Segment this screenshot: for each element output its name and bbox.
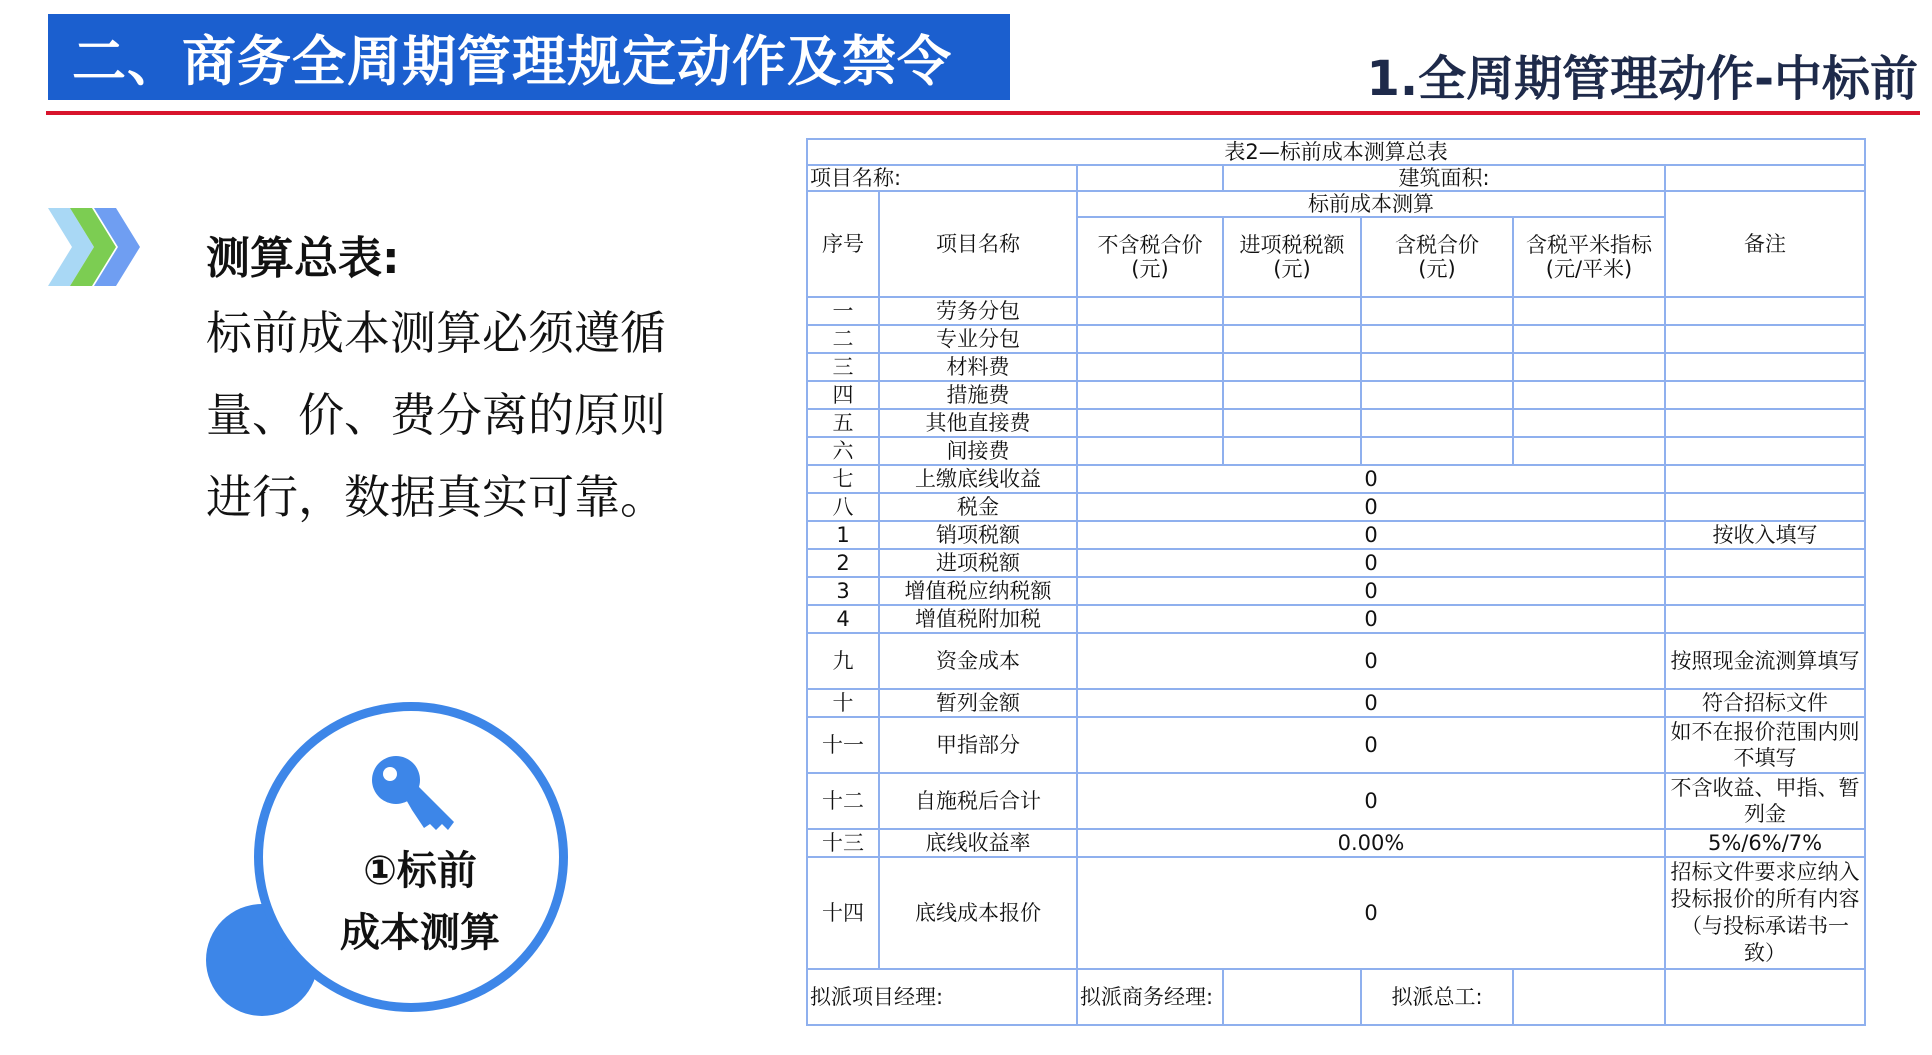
table-row: [807, 437, 1865, 465]
row-remark: 符合招标文件: [1665, 689, 1865, 717]
table-row: [807, 577, 1865, 605]
page-title: 二、商务全周期管理规定动作及禁令: [72, 29, 952, 93]
summary-heading: 测算总表:: [206, 233, 400, 284]
header-seq: 序号: [807, 191, 879, 297]
table-row: [807, 353, 1865, 381]
row-value: 0.00%: [1077, 829, 1665, 857]
row-seq: 1: [807, 521, 879, 549]
header-per-sqm: 含税平米指标 (元/平米): [1513, 217, 1665, 297]
row-name: 增值税应纳税额: [879, 577, 1077, 605]
row-seq: 六: [807, 437, 879, 465]
row-seq: 十一: [807, 717, 879, 773]
header-name: 项目名称: [879, 191, 1077, 297]
row-remark: [1665, 605, 1865, 633]
summary-line: 进行，数据真实可靠。: [206, 470, 666, 524]
badge-line: ①标前: [363, 848, 477, 894]
row-name: 劳务分包: [879, 297, 1077, 325]
row-value: 0: [1077, 577, 1665, 605]
row-remark: 按收入填写: [1665, 521, 1865, 549]
table-row: [807, 297, 1865, 325]
section-subtitle: 1.全周期管理动作-中标前: [1366, 51, 1918, 107]
key-icon: [368, 752, 458, 842]
table-row: [807, 549, 1865, 577]
table-row: [807, 857, 1865, 969]
row-seq: 九: [807, 633, 879, 689]
table-title: 表2—标前成本测算总表: [807, 139, 1865, 165]
table-row: [807, 633, 1865, 689]
row-value: 0: [1077, 689, 1665, 717]
header-input-tax: 进项税税额 (元): [1223, 217, 1361, 297]
table-row: [807, 409, 1865, 437]
table-row: [807, 605, 1865, 633]
title-banner: [48, 14, 1010, 100]
table-row: [807, 381, 1865, 409]
area-label: 建筑面积:: [1223, 165, 1665, 191]
row-seq: 十二: [807, 773, 879, 829]
table-cell: [1077, 165, 1223, 191]
row-seq: 八: [807, 493, 879, 521]
row-name: 增值税附加税: [879, 605, 1077, 633]
table-row: [807, 689, 1865, 717]
header-pretax-total: 不含税合价 (元): [1077, 217, 1223, 297]
row-seq: 十三: [807, 829, 879, 857]
row-seq: 一: [807, 297, 879, 325]
bm-label: 拟派商务经理:: [1077, 969, 1223, 1025]
table-row: [807, 717, 1865, 773]
row-seq: 四: [807, 381, 879, 409]
header-taxed-total: 含税合价 (元): [1361, 217, 1513, 297]
row-name: 自施税后合计: [879, 773, 1077, 829]
row-seq: 二: [807, 325, 879, 353]
table-row: [807, 521, 1865, 549]
row-seq: 十四: [807, 857, 879, 969]
double-chevron-icon: [48, 208, 143, 286]
row-name: 暂列金额: [879, 689, 1077, 717]
header-divider: [46, 111, 1920, 115]
row-remark: [1665, 493, 1865, 521]
ce-label: 拟派总工:: [1361, 969, 1513, 1025]
row-value: 0: [1077, 493, 1665, 521]
row-seq: 七: [807, 465, 879, 493]
row-seq: 五: [807, 409, 879, 437]
row-name: 措施费: [879, 381, 1077, 409]
row-name: 间接费: [879, 437, 1077, 465]
table-row: [807, 773, 1865, 829]
row-name: 进项税额: [879, 549, 1077, 577]
cost-estimate-table: [806, 138, 1866, 1026]
badge-line: 成本测算: [340, 910, 500, 956]
row-remark: 如不在报价范围内则不填写: [1665, 717, 1865, 773]
row-remark: 不含收益、甲指、暂列金: [1665, 773, 1865, 829]
summary-line: 量、价、费分离的原则: [206, 388, 666, 442]
row-value: 0: [1077, 717, 1665, 773]
row-value: 0: [1077, 857, 1665, 969]
row-name: 甲指部分: [879, 717, 1077, 773]
row-seq: 4: [807, 605, 879, 633]
table-row: [807, 493, 1865, 521]
row-seq: 2: [807, 549, 879, 577]
summary-text: [206, 292, 676, 538]
header-remark: 备注: [1665, 191, 1865, 297]
row-name: 销项税额: [879, 521, 1077, 549]
row-name: 材料费: [879, 353, 1077, 381]
row-name: 上缴底线收益: [879, 465, 1077, 493]
row-name: 底线成本报价: [879, 857, 1077, 969]
row-remark: 按照现金流测算填写: [1665, 633, 1865, 689]
row-value: 0: [1077, 549, 1665, 577]
row-name: 资金成本: [879, 633, 1077, 689]
row-remark: [1665, 577, 1865, 605]
table-footer-row: [807, 969, 1865, 1025]
pm-label: 拟派项目经理:: [807, 969, 1077, 1025]
row-seq: 三: [807, 353, 879, 381]
row-name: 税金: [879, 493, 1077, 521]
row-seq: 十: [807, 689, 879, 717]
row-value: 0: [1077, 521, 1665, 549]
table-row: [807, 465, 1865, 493]
row-value: 0: [1077, 465, 1665, 493]
row-value: 0: [1077, 773, 1665, 829]
row-name: 底线收益率: [879, 829, 1077, 857]
row-remark: 5%/6%/7%: [1665, 829, 1865, 857]
table-row: [807, 325, 1865, 353]
row-name: 专业分包: [879, 325, 1077, 353]
row-remark: [1665, 549, 1865, 577]
badge-label: [300, 840, 540, 964]
row-seq: 3: [807, 577, 879, 605]
group-header: 标前成本测算: [1077, 191, 1665, 217]
row-name: 其他直接费: [879, 409, 1077, 437]
project-name-label: 项目名称:: [807, 165, 1077, 191]
row-value: 0: [1077, 605, 1665, 633]
table-row: [807, 829, 1865, 857]
row-value: 0: [1077, 633, 1665, 689]
table-cell: [1665, 165, 1865, 191]
summary-line: 标前成本测算必须遵循: [206, 306, 666, 360]
row-remark: 招标文件要求应纳入投标报价的所有内容（与投标承诺书一致）: [1665, 857, 1865, 969]
row-remark: [1665, 465, 1865, 493]
